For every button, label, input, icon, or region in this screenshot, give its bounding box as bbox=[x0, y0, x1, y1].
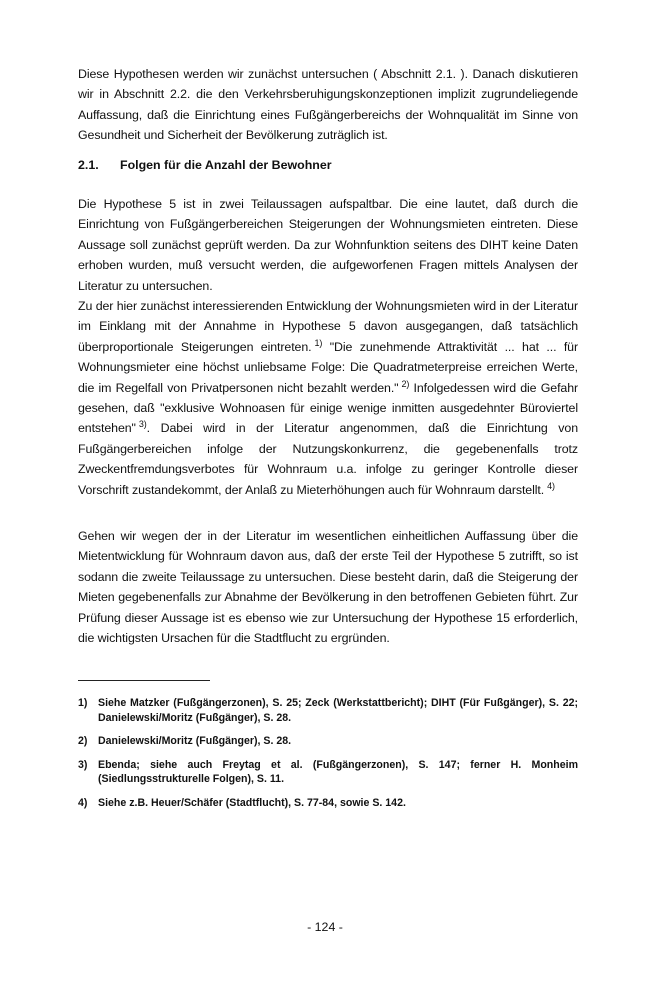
intro-paragraph bbox=[78, 64, 578, 146]
footnote-divider bbox=[78, 680, 210, 681]
footnote-ref-2: 2) bbox=[401, 378, 410, 389]
paragraph-3 bbox=[78, 526, 578, 648]
section-heading bbox=[78, 156, 332, 174]
paragraph-3-text: Gehen wir wegen der in der Literatur im wesentlichen einheitlichen Auffassung über die Mietentwicklung für Wohnraum davon aus, daß der erste Teil der Hypothese 5 zutrifft, so ist sodann die zweite Teilaussage zu untersuchen. Diese besteht darin, daß die Steigerung der Mieten gegebenenfalls zur Abnahme der Bevölkerung in den betroffenen Gebieten führt. Zur Prüfung dieser Aussage ist es ebenso wie zur Untersuchung der Hypothese 15 erforderlich, die wichtigsten Ursachen für die Stadtflucht zu ergründen. bbox=[78, 529, 578, 646]
footnote-ref-1: 1) bbox=[314, 337, 323, 348]
paragraph-1 bbox=[78, 194, 578, 296]
footnote-item bbox=[78, 734, 578, 749]
footnote-text: Ebenda; siehe auch Freytag et al. (Fußgängerzonen), S. 147; ferner H. Monheim (Siedlungsstrukturelle Folgen), S. 11. bbox=[98, 758, 578, 785]
paragraph-2-quote: "Die zunehmende Attraktivität ... hat ... für Wohnungsmieter eine höchst unliebsame Folge: Die Quadratmeterpreise erreichen Werte, die im Regelfall von Privatpersonen nicht bezahlt werden." bbox=[78, 339, 579, 395]
footnote-number: 3) bbox=[78, 758, 88, 771]
footnote-text: Danielewski/Moritz (Fußgänger), S. 28. bbox=[98, 735, 292, 747]
footnote-number: 1) bbox=[78, 697, 88, 709]
footnote-item bbox=[78, 796, 578, 811]
paragraph-2-part-a: Zu der hier zunächst interessierenden Entwicklung der Wohnungsmieten wird in der Literatur im Einklang mit der Annahme in Hypothese 5 davon ausgegangen, daß tatsächlich überproportionale Steigerungen eintreten. bbox=[78, 299, 578, 354]
intro-text: Diese Hypothesen werden wir zunächst untersuchen ( Abschnitt 2.1. ). Danach diskutieren wir in Abschnitt 2.2. die den Verkehrsberuhigungskonzeptionen implizit zugrundeliegende Auffassung, daß die Einrichtung eines Fußgängerbereichs der Wohnqualität im Sinne von Gesundheit und Sicherheit der Bevölkerung zuträglich ist. bbox=[78, 67, 578, 143]
paragraph-1-text: Die Hypothese 5 ist in zwei Teilaussagen aufspaltbar. Die eine lautet, daß durch die Einrichtung von Fußgängerbereichen Steigerungen der Wohnungsmieten eintreten. Diese Aussage soll zunächst geprüft werden. Da zur Wohnfunktion seitens des DIHT keine Daten erhoben wurden, muß versucht werden, die aufgeworfenen Fragen mittels Analysen der Literatur zu untersuchen. bbox=[78, 197, 578, 293]
footnote-ref-4: 4) bbox=[547, 480, 555, 491]
footnote-number: 2) bbox=[78, 735, 88, 747]
page-number: - 124 - bbox=[307, 920, 343, 934]
footnote-text: Siehe Matzker (Fußgängerzonen), S. 25; Zeck (Werkstattbericht); DIHT (Für Fußgänger), S. 22; Danielewski/Moritz (Fußgänger), S. 28. bbox=[98, 697, 578, 724]
footnote-item bbox=[78, 758, 578, 787]
section-number: 2.1. bbox=[78, 158, 99, 172]
footnote-ref-3: 3) bbox=[138, 419, 147, 430]
footnote-text: Siehe z.B. Heuer/Schäfer (Stadtflucht), S. 77-84, sowie S. 142. bbox=[98, 796, 406, 809]
paragraph-2-part-d: . Dabei wird in der Literatur angenommen, daß die Einrichtung von Fußgängerbereichen infolge der Nutzungskonkurrenz, die gegebenenfalls trotz Zweckentfremdungsverbotes für Wohnraum u.a. infolge zu geringer Kontrolle dieser Vorschrift zustandekommt, der Anlaß zu Mieterhöhungen auch für Wohnraum darstellt. bbox=[78, 421, 578, 497]
footnote-number: 4) bbox=[78, 796, 88, 809]
paragraph-2-part-c: Infolgedessen wird die Gefahr gesehen, daß "exklusive Wohnoasen für einige wenige inmitten ausgedehnter Büroviertel entstehen" bbox=[78, 380, 579, 436]
footnote-item bbox=[78, 696, 578, 725]
paragraph-2 bbox=[78, 296, 578, 500]
section-title: Folgen für die Anzahl der Bewohner bbox=[120, 158, 332, 172]
footnotes bbox=[78, 696, 578, 819]
